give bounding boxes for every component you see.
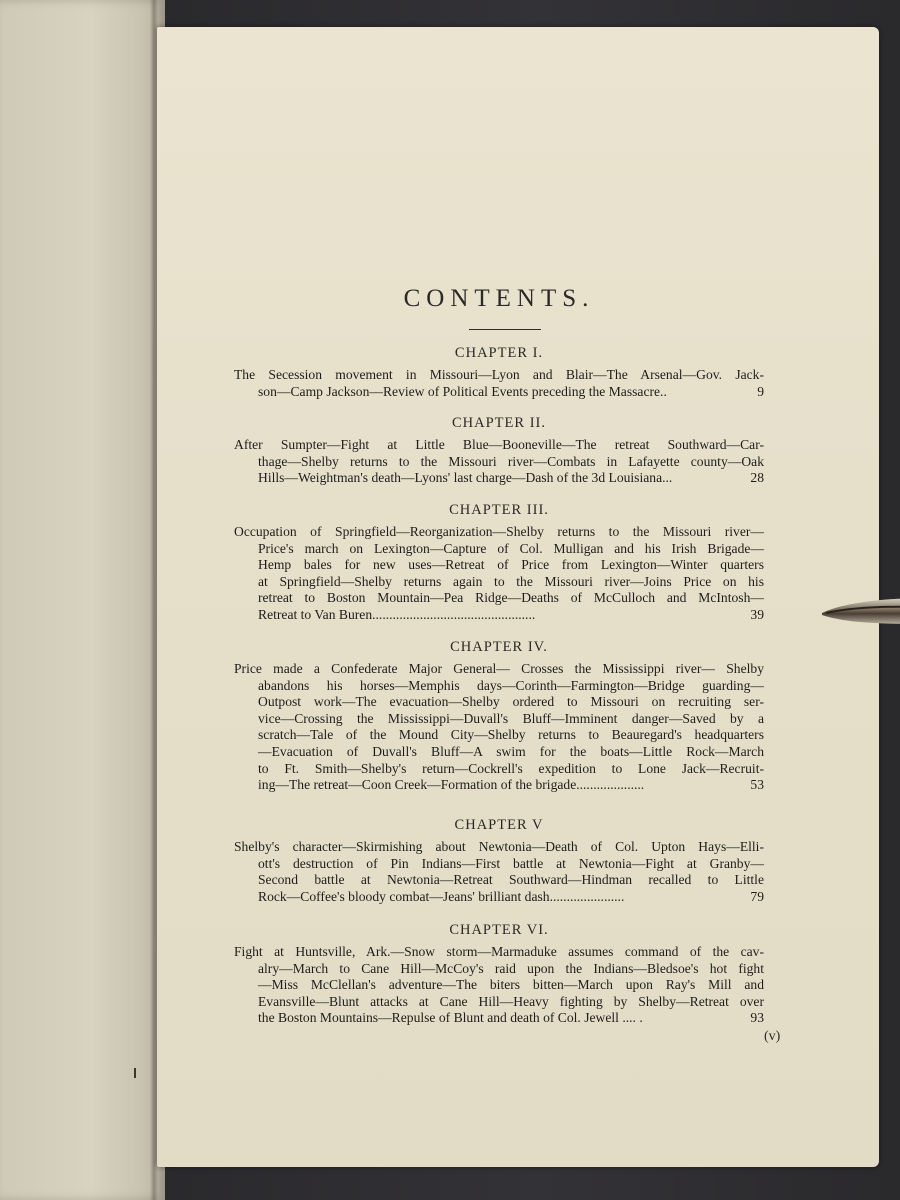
entry-line: retreat to Boston Mountain—Pea Ridge—Deaths of McCulloch and McIntosh— — [258, 590, 764, 606]
entry-line: Retreat to Van Buren................................................ 39 — [258, 606, 764, 622]
entry-line: ing—The retreat—Coon Creek—Formation of the brigade.................... 53 — [258, 777, 764, 793]
page-number: 9 — [757, 383, 764, 399]
page-mark — [134, 1068, 136, 1078]
entry-line: Evansville—Blunt attacks at Cane Hill—Heavy fighting by Shelby—Retreat over — [258, 993, 764, 1009]
page-heading: CONTENTS. — [403, 285, 595, 312]
entry-line: Occupation of Springfield—Reorganization—Shelby returns to the Missouri river— — [234, 524, 764, 539]
chapter-entry — [234, 437, 764, 487]
entry-line: —Miss McClellan's adventure—The biters bitten—March upon Ray's Mill and — [258, 977, 764, 993]
folio-number: (v) — [764, 1029, 781, 1044]
entry-line: Shelby's character—Skirmishing about Newtonia—Death of Col. Upton Hays—Elli- — [234, 839, 764, 854]
chapter-entry — [234, 367, 764, 400]
entry-line: alry—March to Cane Hill—McCoy's raid upon the Indians—Bledsoe's hot fight — [258, 960, 764, 976]
page-number: 93 — [750, 1010, 764, 1026]
entry-line: vice—Crossing the Mississippi—Duvall's Bluff—Imminent danger—Saved by a — [258, 710, 764, 726]
entry-line: at Springfield—Shelby returns again to the Missouri river—Joins Price on his — [258, 573, 764, 589]
contents-page — [157, 27, 879, 1167]
chapter-title: CHAPTER II. — [452, 415, 546, 431]
entry-line: Price made a Confederate Major General— Crosses the Mississippi river— Shelby — [234, 661, 764, 676]
entry-line: scratch—Tale of the Mound City—Shelby returns to Beauregard's headquarters — [258, 727, 764, 743]
page-number: 28 — [750, 470, 764, 486]
entry-line: abandons his horses—Memphis days—Corinth—Farmington—Bridge guarding— — [258, 677, 764, 693]
entry-line: Second battle at Newtonia—Retreat Southward—Hindman recalled to Little — [258, 872, 764, 888]
entry-line: the Boston Mountains—Repulse of Blunt and death of Col. Jewell .... . 93 — [258, 1010, 764, 1026]
entry-line: son—Camp Jackson—Review of Political Events preceding the Massacre.. 9 — [258, 383, 764, 399]
entry-line: Price's march on Lexington—Capture of Col. Mulligan and his Irish Brigade— — [258, 540, 764, 556]
chapter-title: CHAPTER VI. — [449, 922, 549, 938]
page-number: 39 — [750, 606, 764, 622]
chapter-entry — [234, 944, 764, 1027]
chapter-title: CHAPTER IV. — [450, 639, 548, 655]
chapter-entry — [234, 839, 764, 905]
entry-line: Rock—Coffee's bloody combat—Jeans' brilliant dash...................... 79 — [258, 888, 764, 904]
chapter-title: CHAPTER III. — [449, 502, 549, 518]
page-number: 79 — [750, 888, 764, 904]
bookmark-ribbon-icon — [820, 598, 900, 626]
entry-line: Hemp bales for new uses—Retreat of Price from Lexington—Winter quarters — [258, 557, 764, 573]
entry-line: thage—Shelby returns to the Missouri river—Combats in Lafayette county—Oak — [258, 453, 764, 469]
entry-line: ott's destruction of Pin Indians—First battle at Newtonia—Fight at Granby— — [258, 855, 764, 871]
entry-line: Fight at Huntsville, Ark.—Snow storm—Marmaduke assumes command of the cav- — [234, 944, 764, 959]
chapter-title: CHAPTER I. — [454, 345, 544, 361]
heading-rule — [469, 329, 541, 330]
page-number: 53 — [750, 777, 764, 793]
chapter-entry — [234, 524, 764, 624]
entry-line: Outpost work—The evacuation—Shelby ordered to Missouri on recruiting ser- — [258, 694, 764, 710]
chapter-title: CHAPTER V — [454, 817, 544, 833]
entry-line: After Sumpter—Fight at Little Blue—Booneville—The retreat Southward—Car- — [234, 437, 764, 452]
entry-line: The Secession movement in Missouri—Lyon and Blair—The Arsenal—Gov. Jack- — [234, 367, 764, 382]
chapter-entry — [234, 661, 764, 794]
entry-line: to Ft. Smith—Shelby's return—Cockrell's expedition to Lone Jack—Recruit- — [258, 760, 764, 776]
entry-line: —Evacuation of Duvall's Bluff—A swim for the boats—Little Rock—March — [258, 743, 764, 759]
entry-line: Hills—Weightman's death—Lyons' last charge—Dash of the 3d Louisiana... 28 — [258, 470, 764, 486]
facing-page — [0, 0, 165, 1200]
